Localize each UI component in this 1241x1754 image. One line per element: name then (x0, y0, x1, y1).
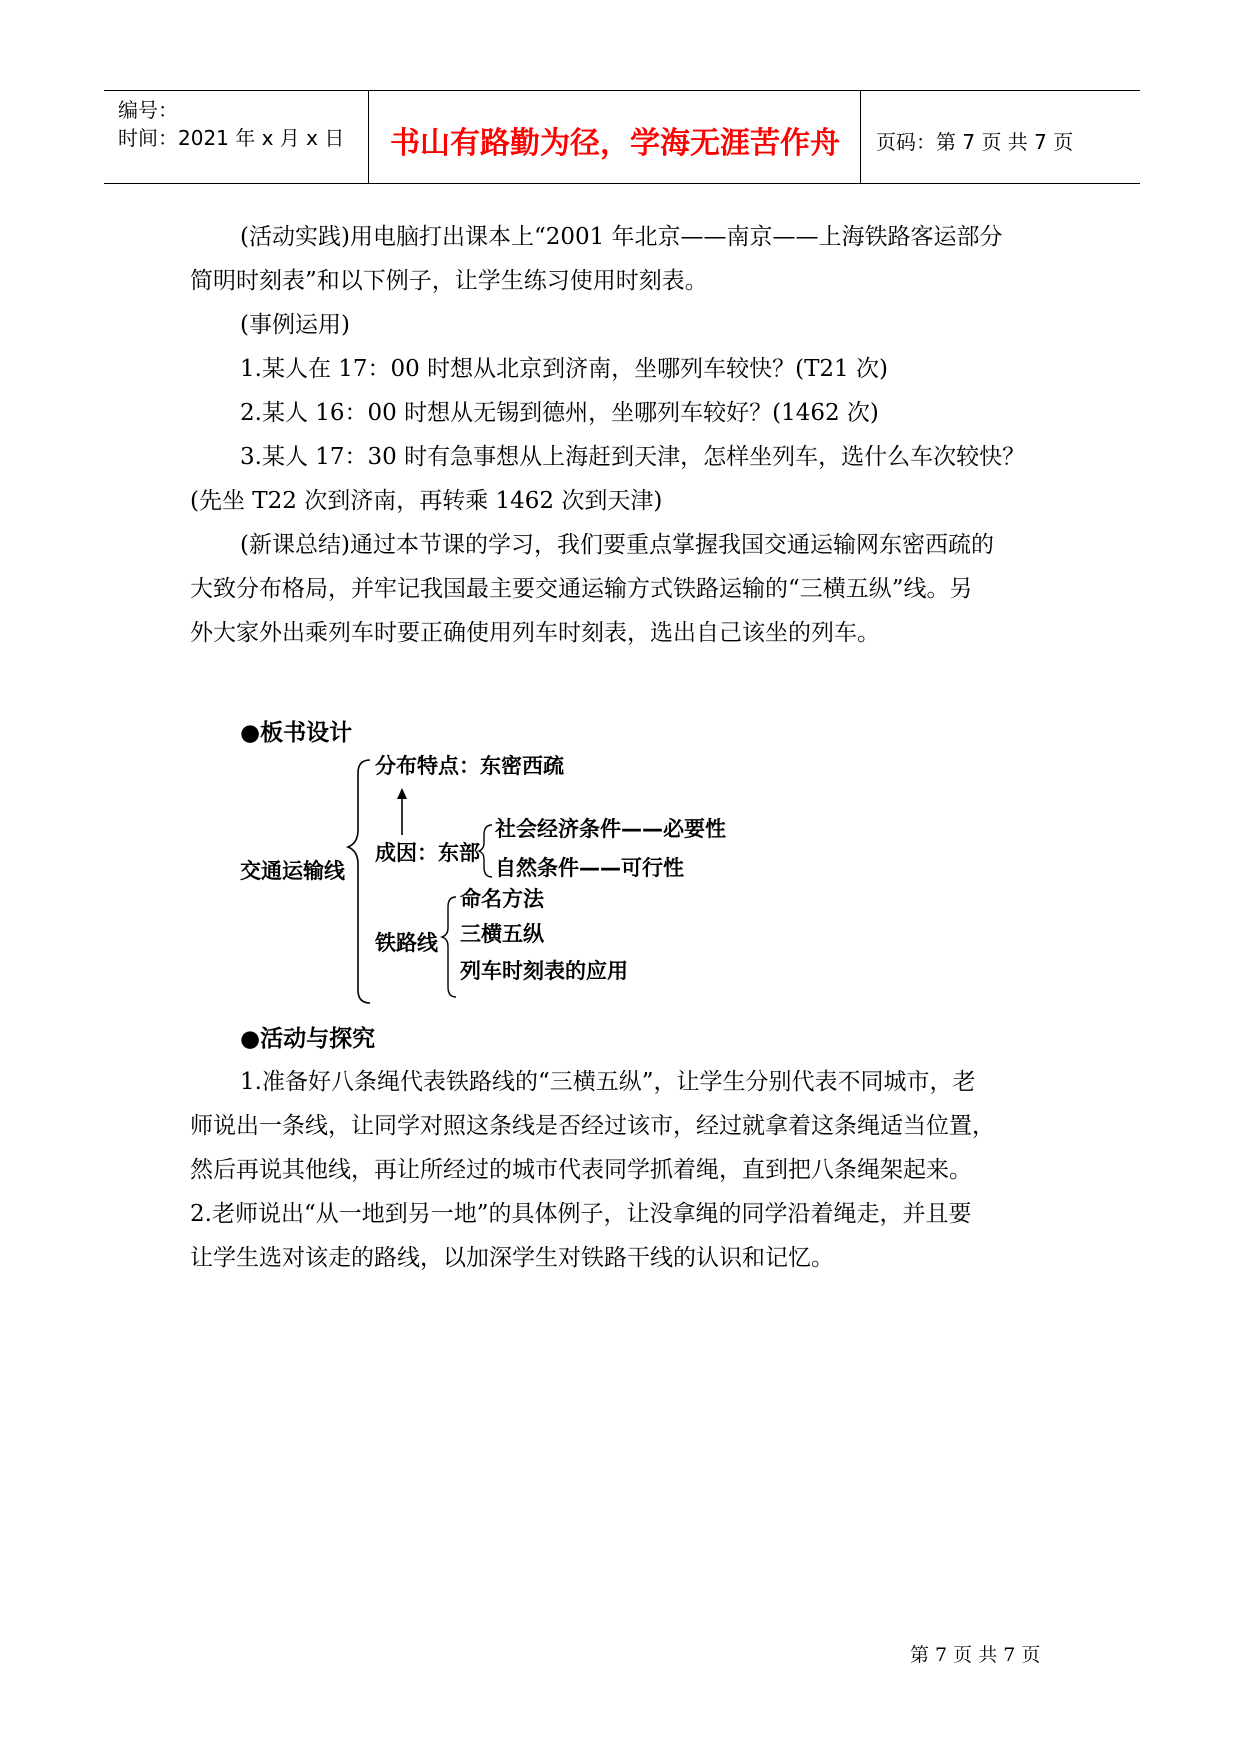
page-indicator: 页码：第 7 页 共 7 页 (876, 130, 1074, 154)
board-social-condition: 社会经济条件——必要性 (495, 817, 726, 841)
board-naming-method: 命名方法 (460, 887, 544, 911)
case-question-1: 1.某人在 17：00 时想从北京到济南，坐哪列车较快？(T21 次) (240, 356, 888, 382)
paragraph-activity-practice-line1: (活动实践)用电脑打出课本上“2001 年北京——南京——上海铁路客运部分 (240, 224, 1003, 250)
activity-1-line2: 师说出一条线，让同学对照这条线是否经过该市，经过就拿着这条绳适当位置， (190, 1113, 995, 1139)
activity-2-line2: 让学生选对该走的路线，以加深学生对铁路干线的认识和记忆。 (190, 1245, 834, 1271)
page-footer: 第 7 页 共 7 页 (910, 1644, 1041, 1666)
lesson-body (190, 215, 1070, 655)
paragraph-activity-practice-line2: 简明时刻表”和以下例子，让学生练习使用时刻表。 (190, 268, 708, 294)
paragraph-summary-line2: 大致分布格局，并牢记我国最主要交通运输方式铁路运输的“三横五纵”线。另 (190, 576, 973, 602)
board-cause: 成因：东部 (375, 841, 480, 865)
paragraph-summary-line1: (新课总结)通过本节课的学习，我们要重点掌握我国交通运输网东密西疏的 (240, 532, 994, 558)
header-top-border (104, 90, 1140, 91)
activity-1-line1: 1.准备好八条绳代表铁路线的“三横五纵”，让学生分别代表不同城市，老 (240, 1069, 976, 1095)
header-divider-left (368, 90, 369, 183)
activity-2-line1: 2.老师说出“从一地到另一地”的具体例子，让没拿绳的同学沿着绳走，并且要 (190, 1201, 972, 1227)
board-distribution: 分布特点：东密西疏 (375, 754, 564, 778)
header-bottom-border (104, 183, 1140, 184)
activity-title: ●活动与探究 (240, 1026, 376, 1052)
doc-time-label: 时间：2021 年 x 月 x 日 (118, 126, 345, 150)
activity-1-line3: 然后再说其他线，再让所经过的城市代表同学抓着绳，直到把八条绳架起来。 (190, 1157, 972, 1183)
board-three-five-lines: 三横五纵 (460, 922, 544, 946)
board-natural-condition: 自然条件——可行性 (495, 856, 684, 880)
paragraph-summary-line3: 外大家外出乘列车时要正确使用列车时刻表，选出自己该坐的列车。 (190, 620, 880, 646)
activity-body (190, 1060, 1070, 1280)
case-question-3-line1: 3.某人 17：30 时有急事想从上海赶到天津，怎样坐列车，选什么车次较快？ (240, 444, 1026, 470)
doc-number-label: 编号： (118, 98, 178, 122)
header-divider-right (860, 90, 861, 183)
board-root: 交通运输线 (240, 859, 345, 883)
board-timetable-use: 列车时刻表的应用 (460, 959, 628, 983)
case-question-2: 2.某人 16：00 时想从无锡到德州，坐哪列车较好？(1462 次) (240, 400, 879, 426)
header-motto: 书山有路勤为径，学海无涯苦作舟 (390, 126, 840, 161)
board-design-diagram (230, 755, 790, 1005)
case-question-3-line2: (先坐 T22 次到济南，再转乘 1462 次到天津) (190, 488, 663, 514)
paragraph-case-heading: (事例运用) (240, 312, 350, 338)
board-railway: 铁路线 (375, 931, 438, 955)
board-design-title: ●板书设计 (240, 720, 353, 746)
